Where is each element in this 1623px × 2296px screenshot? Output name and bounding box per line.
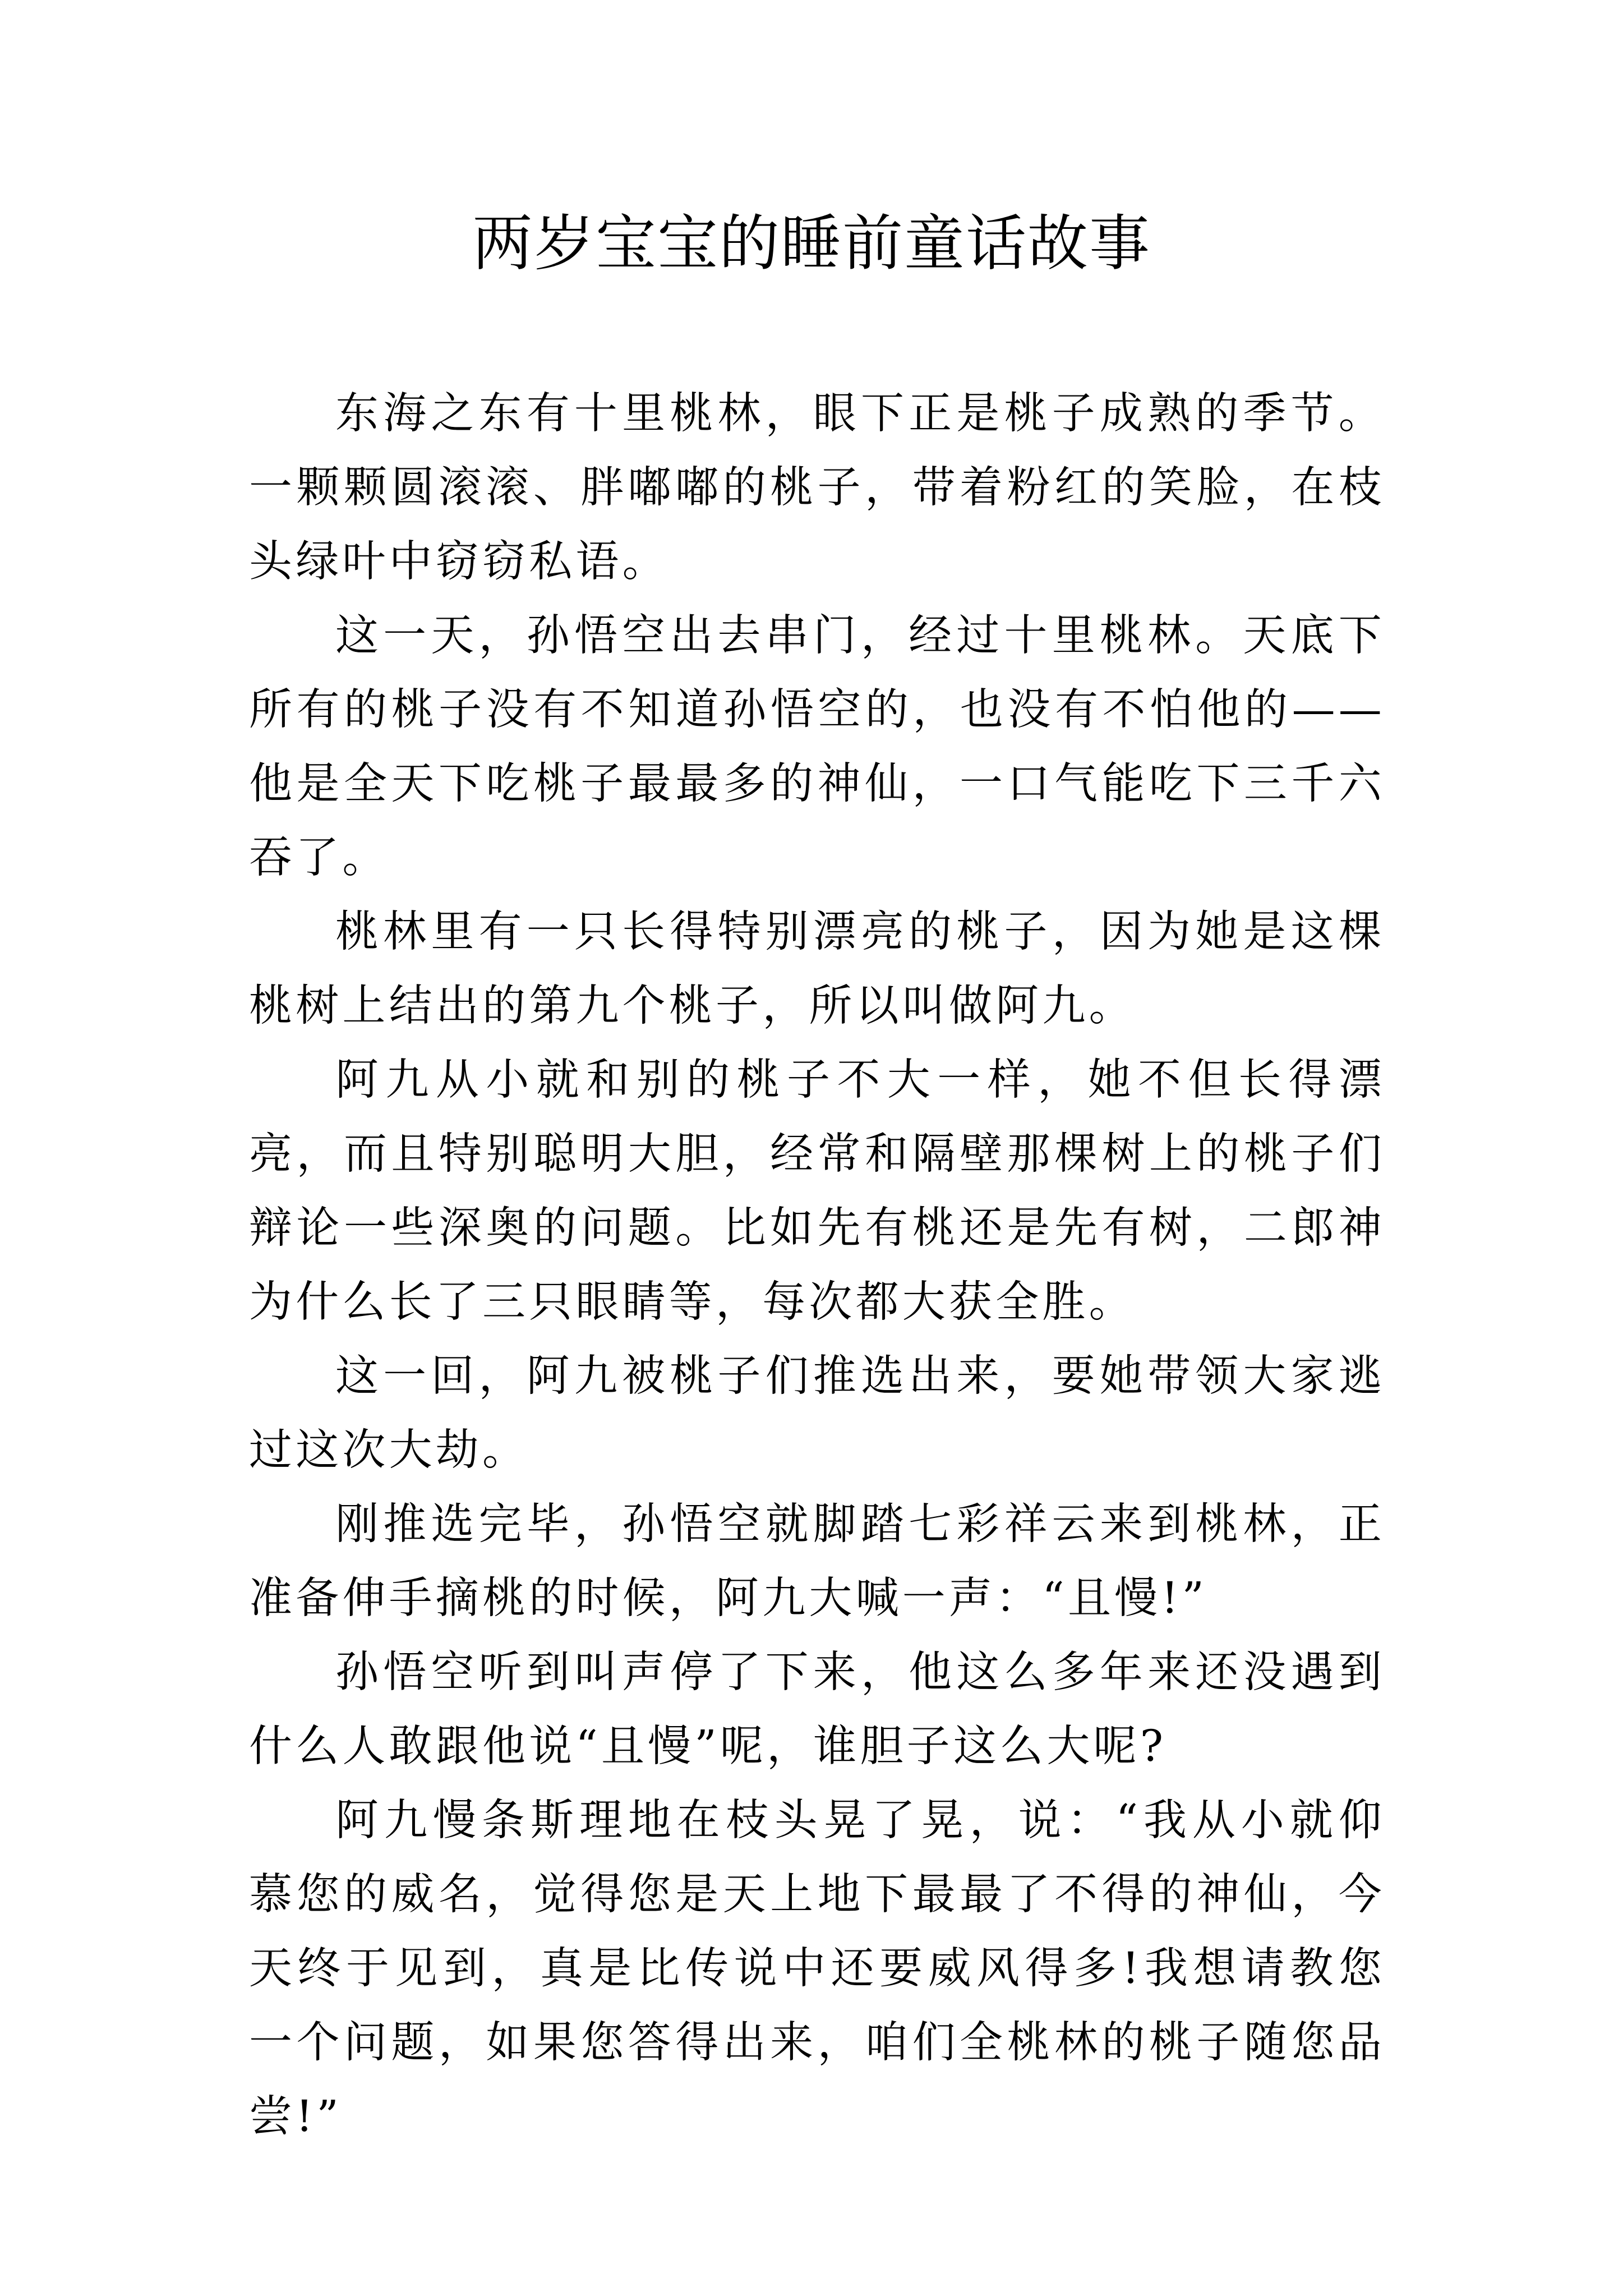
document-body (249, 377, 1385, 2154)
paragraph: 阿九从小就和别的桃子不大一样，她不但长得漂亮，而且特别聪明大胆，经常和隔壁那棵树上的桃子们辩论一些深奥的问题。比如先有桃还是先有树，二郎神为什么长了三只眼睛等，每次都大获全胜。 (249, 1055, 1385, 1327)
paragraph: 阿九慢条斯理地在枝头晃了晃，说：“我从小就仰慕您的威名，觉得您是天上地下最最了不得的神仙，今天终于见到，真是比传说中还要威风得多!我想请教您一个问题，如果您答得出来，咱们全桃林的桃子随您品尝!” (249, 1796, 1385, 2142)
paragraph: 桃林里有一只长得特别漂亮的桃子，因为她是这棵桃树上结出的第九个桃子，所以叫做阿九。 (249, 907, 1385, 1031)
paragraph: 东海之东有十里桃林，眼下正是桃子成熟的季节。一颗颗圆滚滚、胖嘟嘟的桃子，带着粉红的笑脸，在枝头绿叶中窃窃私语。 (249, 389, 1385, 587)
paragraph: 这一回，阿九被桃子们推选出来，要她带领大家逃过这次大劫。 (249, 1351, 1385, 1475)
paragraph: 刚推选完毕，孙悟空就脚踏七彩祥云来到桃林，正准备伸手摘桃的时候，阿九大喊一声：“且慢!” (249, 1499, 1385, 1623)
paragraph: 这一天，孙悟空出去串门，经过十里桃林。天底下所有的桃子没有不知道孙悟空的，也没有不怕他的——他是全天下吃桃子最最多的神仙，一口气能吃下三千六吞了。 (249, 611, 1385, 883)
document-title: 两岁宝宝的睡前童话故事 (472, 209, 1151, 279)
paragraph: 孙悟空听到叫声停了下来，他这么多年来还没遇到什么人敢跟他说“且慢”呢，谁胆子这么大呢? (249, 1648, 1385, 1772)
